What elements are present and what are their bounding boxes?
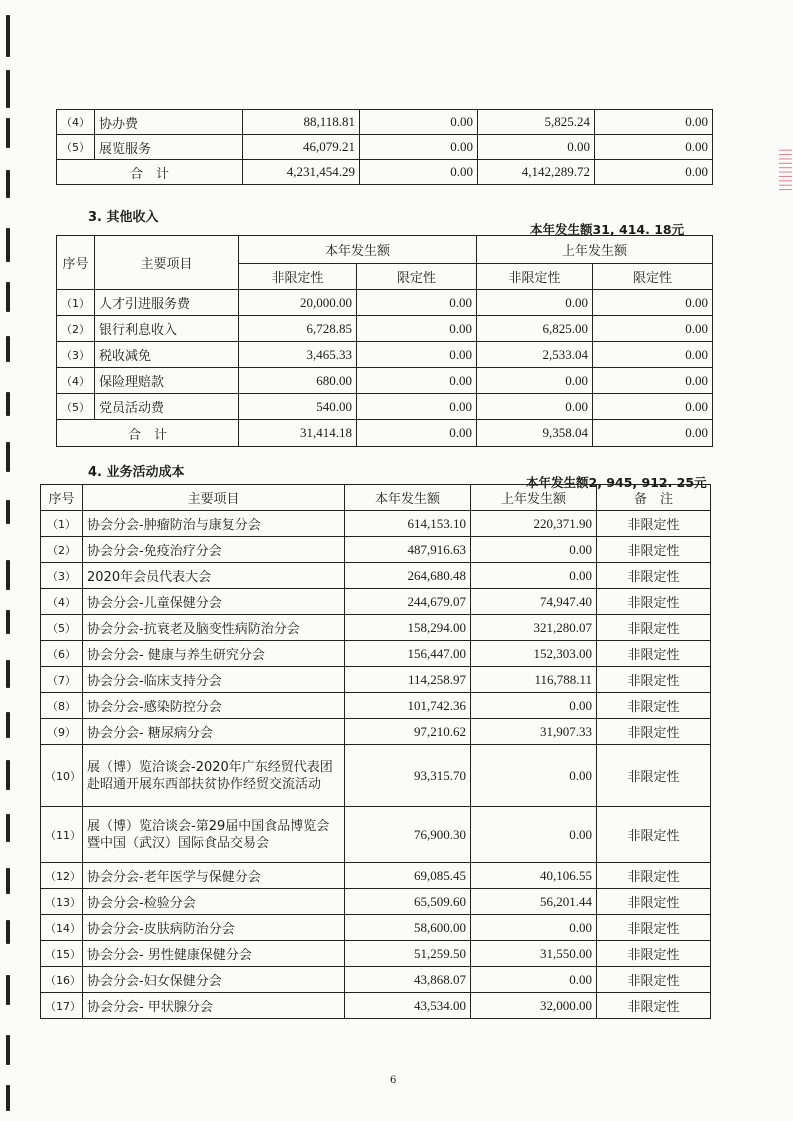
item-name: 保险理赔款 bbox=[95, 368, 239, 394]
item-name: 协会分会- 糖尿病分会 bbox=[83, 719, 345, 745]
binding-edge bbox=[2, 0, 16, 1121]
total-amount: 0.00 bbox=[357, 420, 477, 447]
total-amount: 0.00 bbox=[360, 160, 478, 185]
last-year-amount: 40,106.55 bbox=[471, 863, 597, 889]
row-index: （4） bbox=[57, 368, 95, 394]
item-name: 协会分会-抗衰老及脑变性病防治分会 bbox=[83, 615, 345, 641]
item-name: 协会分会-妇女保健分会 bbox=[83, 967, 345, 993]
amount-cell: 6,728.85 bbox=[239, 316, 357, 342]
table-row bbox=[41, 807, 711, 863]
remark-cell: 非限定性 bbox=[597, 511, 711, 537]
item-name: 协会分会-肿瘤防治与康复分会 bbox=[83, 511, 345, 537]
remark-cell: 非限定性 bbox=[597, 941, 711, 967]
amount-cell: 0.00 bbox=[357, 316, 477, 342]
row-index: （14） bbox=[41, 915, 83, 941]
last-year-amount: 32,000.00 bbox=[471, 993, 597, 1019]
row-index: （8） bbox=[41, 693, 83, 719]
header-item: 主要项目 bbox=[95, 236, 239, 290]
amount-cell: 0.00 bbox=[357, 394, 477, 420]
table-row bbox=[57, 135, 713, 160]
amount-cell: 0.00 bbox=[478, 135, 595, 160]
row-index: （12） bbox=[41, 863, 83, 889]
item-name: 协办费 bbox=[95, 110, 243, 135]
amount-cell: 88,118.81 bbox=[243, 110, 360, 135]
current-year-amount: 244,679.07 bbox=[345, 589, 471, 615]
current-year-amount: 158,294.00 bbox=[345, 615, 471, 641]
current-year-amount: 69,085.45 bbox=[345, 863, 471, 889]
row-index: （5） bbox=[41, 615, 83, 641]
row-index: （6） bbox=[41, 641, 83, 667]
amount-cell: 0.00 bbox=[477, 394, 593, 420]
item-name: 协会分会-感染防控分会 bbox=[83, 693, 345, 719]
table-row bbox=[41, 615, 711, 641]
current-year-amount: 114,258.97 bbox=[345, 667, 471, 693]
last-year-amount: 0.00 bbox=[471, 693, 597, 719]
header-seq: 序号 bbox=[41, 485, 83, 511]
remark-cell: 非限定性 bbox=[597, 563, 711, 589]
last-year-amount: 0.00 bbox=[471, 807, 597, 863]
last-year-amount: 0.00 bbox=[471, 537, 597, 563]
remark-cell: 非限定性 bbox=[597, 667, 711, 693]
current-year-amount: 156,447.00 bbox=[345, 641, 471, 667]
row-index: （3） bbox=[57, 342, 95, 368]
remark-cell: 非限定性 bbox=[597, 693, 711, 719]
item-name: 协会分会- 健康与养生研究分会 bbox=[83, 641, 345, 667]
current-year-amount: 51,259.50 bbox=[345, 941, 471, 967]
current-year-amount: 93,315.70 bbox=[345, 745, 471, 807]
row-index: （10） bbox=[41, 745, 83, 807]
amount-cell: 0.00 bbox=[360, 135, 478, 160]
total-amount: 9,358.04 bbox=[477, 420, 593, 447]
header-remark: 备 注 bbox=[597, 485, 711, 511]
item-name: 展览服务 bbox=[95, 135, 243, 160]
table-row bbox=[41, 511, 711, 537]
header-last-year: 上年发生额 bbox=[477, 236, 713, 264]
table-activity-cost bbox=[40, 484, 711, 1019]
header-last-year: 上年发生额 bbox=[471, 485, 597, 511]
row-index: （11） bbox=[41, 807, 83, 863]
amount-cell: 0.00 bbox=[357, 342, 477, 368]
item-name: 协会分会- 甲状腺分会 bbox=[83, 993, 345, 1019]
amount-cell: 0.00 bbox=[593, 342, 713, 368]
item-name: 展（博）览洽谈会-2020年广东经贸代表团赴昭通开展东西部扶贫协作经贸交流活动 bbox=[83, 745, 345, 807]
amount-cell: 680.00 bbox=[239, 368, 357, 394]
remark-cell: 非限定性 bbox=[597, 719, 711, 745]
total-label: 合 计 bbox=[57, 420, 239, 447]
last-year-amount: 116,788.11 bbox=[471, 667, 597, 693]
section-amount-activity-cost: 本年发生额2, 945, 912. 25元 bbox=[526, 475, 707, 490]
row-index: （17） bbox=[41, 993, 83, 1019]
item-name: 协会分会-皮肤病防治分会 bbox=[83, 915, 345, 941]
amount-cell: 5,825.24 bbox=[478, 110, 595, 135]
current-year-amount: 614,153.10 bbox=[345, 511, 471, 537]
total-amount: 31,414.18 bbox=[239, 420, 357, 447]
current-year-amount: 43,868.07 bbox=[345, 967, 471, 993]
header-unrestricted: 非限定性 bbox=[477, 264, 593, 290]
item-name: 2020年会员代表大会 bbox=[83, 563, 345, 589]
table-row bbox=[41, 589, 711, 615]
amount-cell: 0.00 bbox=[593, 290, 713, 316]
table-row bbox=[41, 563, 711, 589]
table-row bbox=[57, 110, 713, 135]
table-row bbox=[57, 342, 713, 368]
total-amount: 4,231,454.29 bbox=[243, 160, 360, 185]
item-name: 党员活动费 bbox=[95, 394, 239, 420]
table-row bbox=[41, 993, 711, 1019]
amount-cell: 0.00 bbox=[357, 368, 477, 394]
total-label: 合 计 bbox=[57, 160, 243, 185]
last-year-amount: 31,907.33 bbox=[471, 719, 597, 745]
last-year-amount: 321,280.07 bbox=[471, 615, 597, 641]
current-year-amount: 58,600.00 bbox=[345, 915, 471, 941]
amount-cell: 0.00 bbox=[595, 135, 713, 160]
remark-cell: 非限定性 bbox=[597, 537, 711, 563]
section-title-activity-cost: 4. 业务活动成本 bbox=[88, 465, 185, 480]
table-row bbox=[57, 316, 713, 342]
row-index: （4） bbox=[57, 110, 95, 135]
item-name: 银行利息收入 bbox=[95, 316, 239, 342]
header-seq: 序号 bbox=[57, 236, 95, 290]
header-restricted: 限定性 bbox=[593, 264, 713, 290]
total-amount: 0.00 bbox=[593, 420, 713, 447]
table-row bbox=[41, 641, 711, 667]
amount-cell: 0.00 bbox=[595, 110, 713, 135]
last-year-amount: 0.00 bbox=[471, 745, 597, 807]
row-index: （1） bbox=[41, 511, 83, 537]
table-row bbox=[57, 420, 713, 447]
remark-cell: 非限定性 bbox=[597, 615, 711, 641]
header-current-year: 本年发生额 bbox=[239, 236, 477, 264]
row-index: （5） bbox=[57, 394, 95, 420]
section-title-other-income: 3. 其他收入 bbox=[88, 210, 159, 225]
item-name: 人才引进服务费 bbox=[95, 290, 239, 316]
current-year-amount: 487,916.63 bbox=[345, 537, 471, 563]
row-index: （2） bbox=[57, 316, 95, 342]
table-continued bbox=[56, 109, 713, 185]
row-index: （7） bbox=[41, 667, 83, 693]
last-year-amount: 0.00 bbox=[471, 967, 597, 993]
amount-cell: 0.00 bbox=[593, 316, 713, 342]
current-year-amount: 101,742.36 bbox=[345, 693, 471, 719]
row-index: （9） bbox=[41, 719, 83, 745]
table-row bbox=[57, 290, 713, 316]
header-unrestricted: 非限定性 bbox=[239, 264, 357, 290]
current-year-amount: 97,210.62 bbox=[345, 719, 471, 745]
amount-cell: 20,000.00 bbox=[239, 290, 357, 316]
remark-cell: 非限定性 bbox=[597, 641, 711, 667]
remark-cell: 非限定性 bbox=[597, 745, 711, 807]
item-name: 协会分会-老年医学与保健分会 bbox=[83, 863, 345, 889]
page-number: 6 bbox=[390, 1075, 397, 1086]
row-index: （5） bbox=[57, 135, 95, 160]
row-index: （15） bbox=[41, 941, 83, 967]
last-year-amount: 31,550.00 bbox=[471, 941, 597, 967]
amount-cell: 0.00 bbox=[477, 290, 593, 316]
current-year-amount: 65,509.60 bbox=[345, 889, 471, 915]
last-year-amount: 0.00 bbox=[471, 563, 597, 589]
row-index: （1） bbox=[57, 290, 95, 316]
item-name: 协会分会-免疫治疗分会 bbox=[83, 537, 345, 563]
amount-cell: 0.00 bbox=[593, 394, 713, 420]
amount-cell: 0.00 bbox=[477, 368, 593, 394]
remark-cell: 非限定性 bbox=[597, 863, 711, 889]
row-index: （13） bbox=[41, 889, 83, 915]
current-year-amount: 76,900.30 bbox=[345, 807, 471, 863]
remark-cell: 非限定性 bbox=[597, 889, 711, 915]
table-row bbox=[41, 537, 711, 563]
item-name: 协会分会-检验分会 bbox=[83, 889, 345, 915]
row-index: （2） bbox=[41, 537, 83, 563]
remark-cell: 非限定性 bbox=[597, 967, 711, 993]
remark-cell: 非限定性 bbox=[597, 807, 711, 863]
item-name: 税收减免 bbox=[95, 342, 239, 368]
total-amount: 0.00 bbox=[595, 160, 713, 185]
remark-cell: 非限定性 bbox=[597, 589, 711, 615]
amount-cell: 0.00 bbox=[360, 110, 478, 135]
table-row bbox=[57, 368, 713, 394]
header-current-year: 本年发生额 bbox=[345, 485, 471, 511]
amount-cell: 3,465.33 bbox=[239, 342, 357, 368]
table-row bbox=[41, 667, 711, 693]
row-index: （16） bbox=[41, 967, 83, 993]
last-year-amount: 56,201.44 bbox=[471, 889, 597, 915]
last-year-amount: 220,371.90 bbox=[471, 511, 597, 537]
table-row bbox=[41, 967, 711, 993]
amount-cell: 0.00 bbox=[593, 368, 713, 394]
item-name: 协会分会- 男性健康保健分会 bbox=[83, 941, 345, 967]
table-row bbox=[41, 915, 711, 941]
last-year-amount: 152,303.00 bbox=[471, 641, 597, 667]
section-amount-other-income: 本年发生额31, 414. 18元 bbox=[530, 222, 685, 237]
table-row bbox=[41, 889, 711, 915]
header-restricted: 限定性 bbox=[357, 264, 477, 290]
item-name: 展（博）览洽谈会-第29届中国食品博览会暨中国（武汉）国际食品交易会 bbox=[83, 807, 345, 863]
row-index: （4） bbox=[41, 589, 83, 615]
table-row bbox=[41, 719, 711, 745]
header-item: 主要项目 bbox=[83, 485, 345, 511]
table-row bbox=[57, 394, 713, 420]
item-name: 协会分会-儿童保健分会 bbox=[83, 589, 345, 615]
current-year-amount: 43,534.00 bbox=[345, 993, 471, 1019]
last-year-amount: 0.00 bbox=[471, 915, 597, 941]
current-year-amount: 264,680.48 bbox=[345, 563, 471, 589]
table-row bbox=[41, 745, 711, 807]
amount-cell: 540.00 bbox=[239, 394, 357, 420]
amount-cell: 6,825.00 bbox=[477, 316, 593, 342]
table-row bbox=[41, 693, 711, 719]
remark-cell: 非限定性 bbox=[597, 993, 711, 1019]
amount-cell: 46,079.21 bbox=[243, 135, 360, 160]
row-index: （3） bbox=[41, 563, 83, 589]
remark-cell: 非限定性 bbox=[597, 915, 711, 941]
last-year-amount: 74,947.40 bbox=[471, 589, 597, 615]
total-amount: 4,142,289.72 bbox=[478, 160, 595, 185]
amount-cell: 0.00 bbox=[357, 290, 477, 316]
table-row bbox=[41, 863, 711, 889]
table-row bbox=[41, 941, 711, 967]
seal-stamp-fragment: |||||||||| bbox=[778, 148, 793, 192]
amount-cell: 2,533.04 bbox=[477, 342, 593, 368]
item-name: 协会分会-临床支持分会 bbox=[83, 667, 345, 693]
table-row bbox=[57, 160, 713, 185]
table-other-income bbox=[56, 235, 713, 447]
